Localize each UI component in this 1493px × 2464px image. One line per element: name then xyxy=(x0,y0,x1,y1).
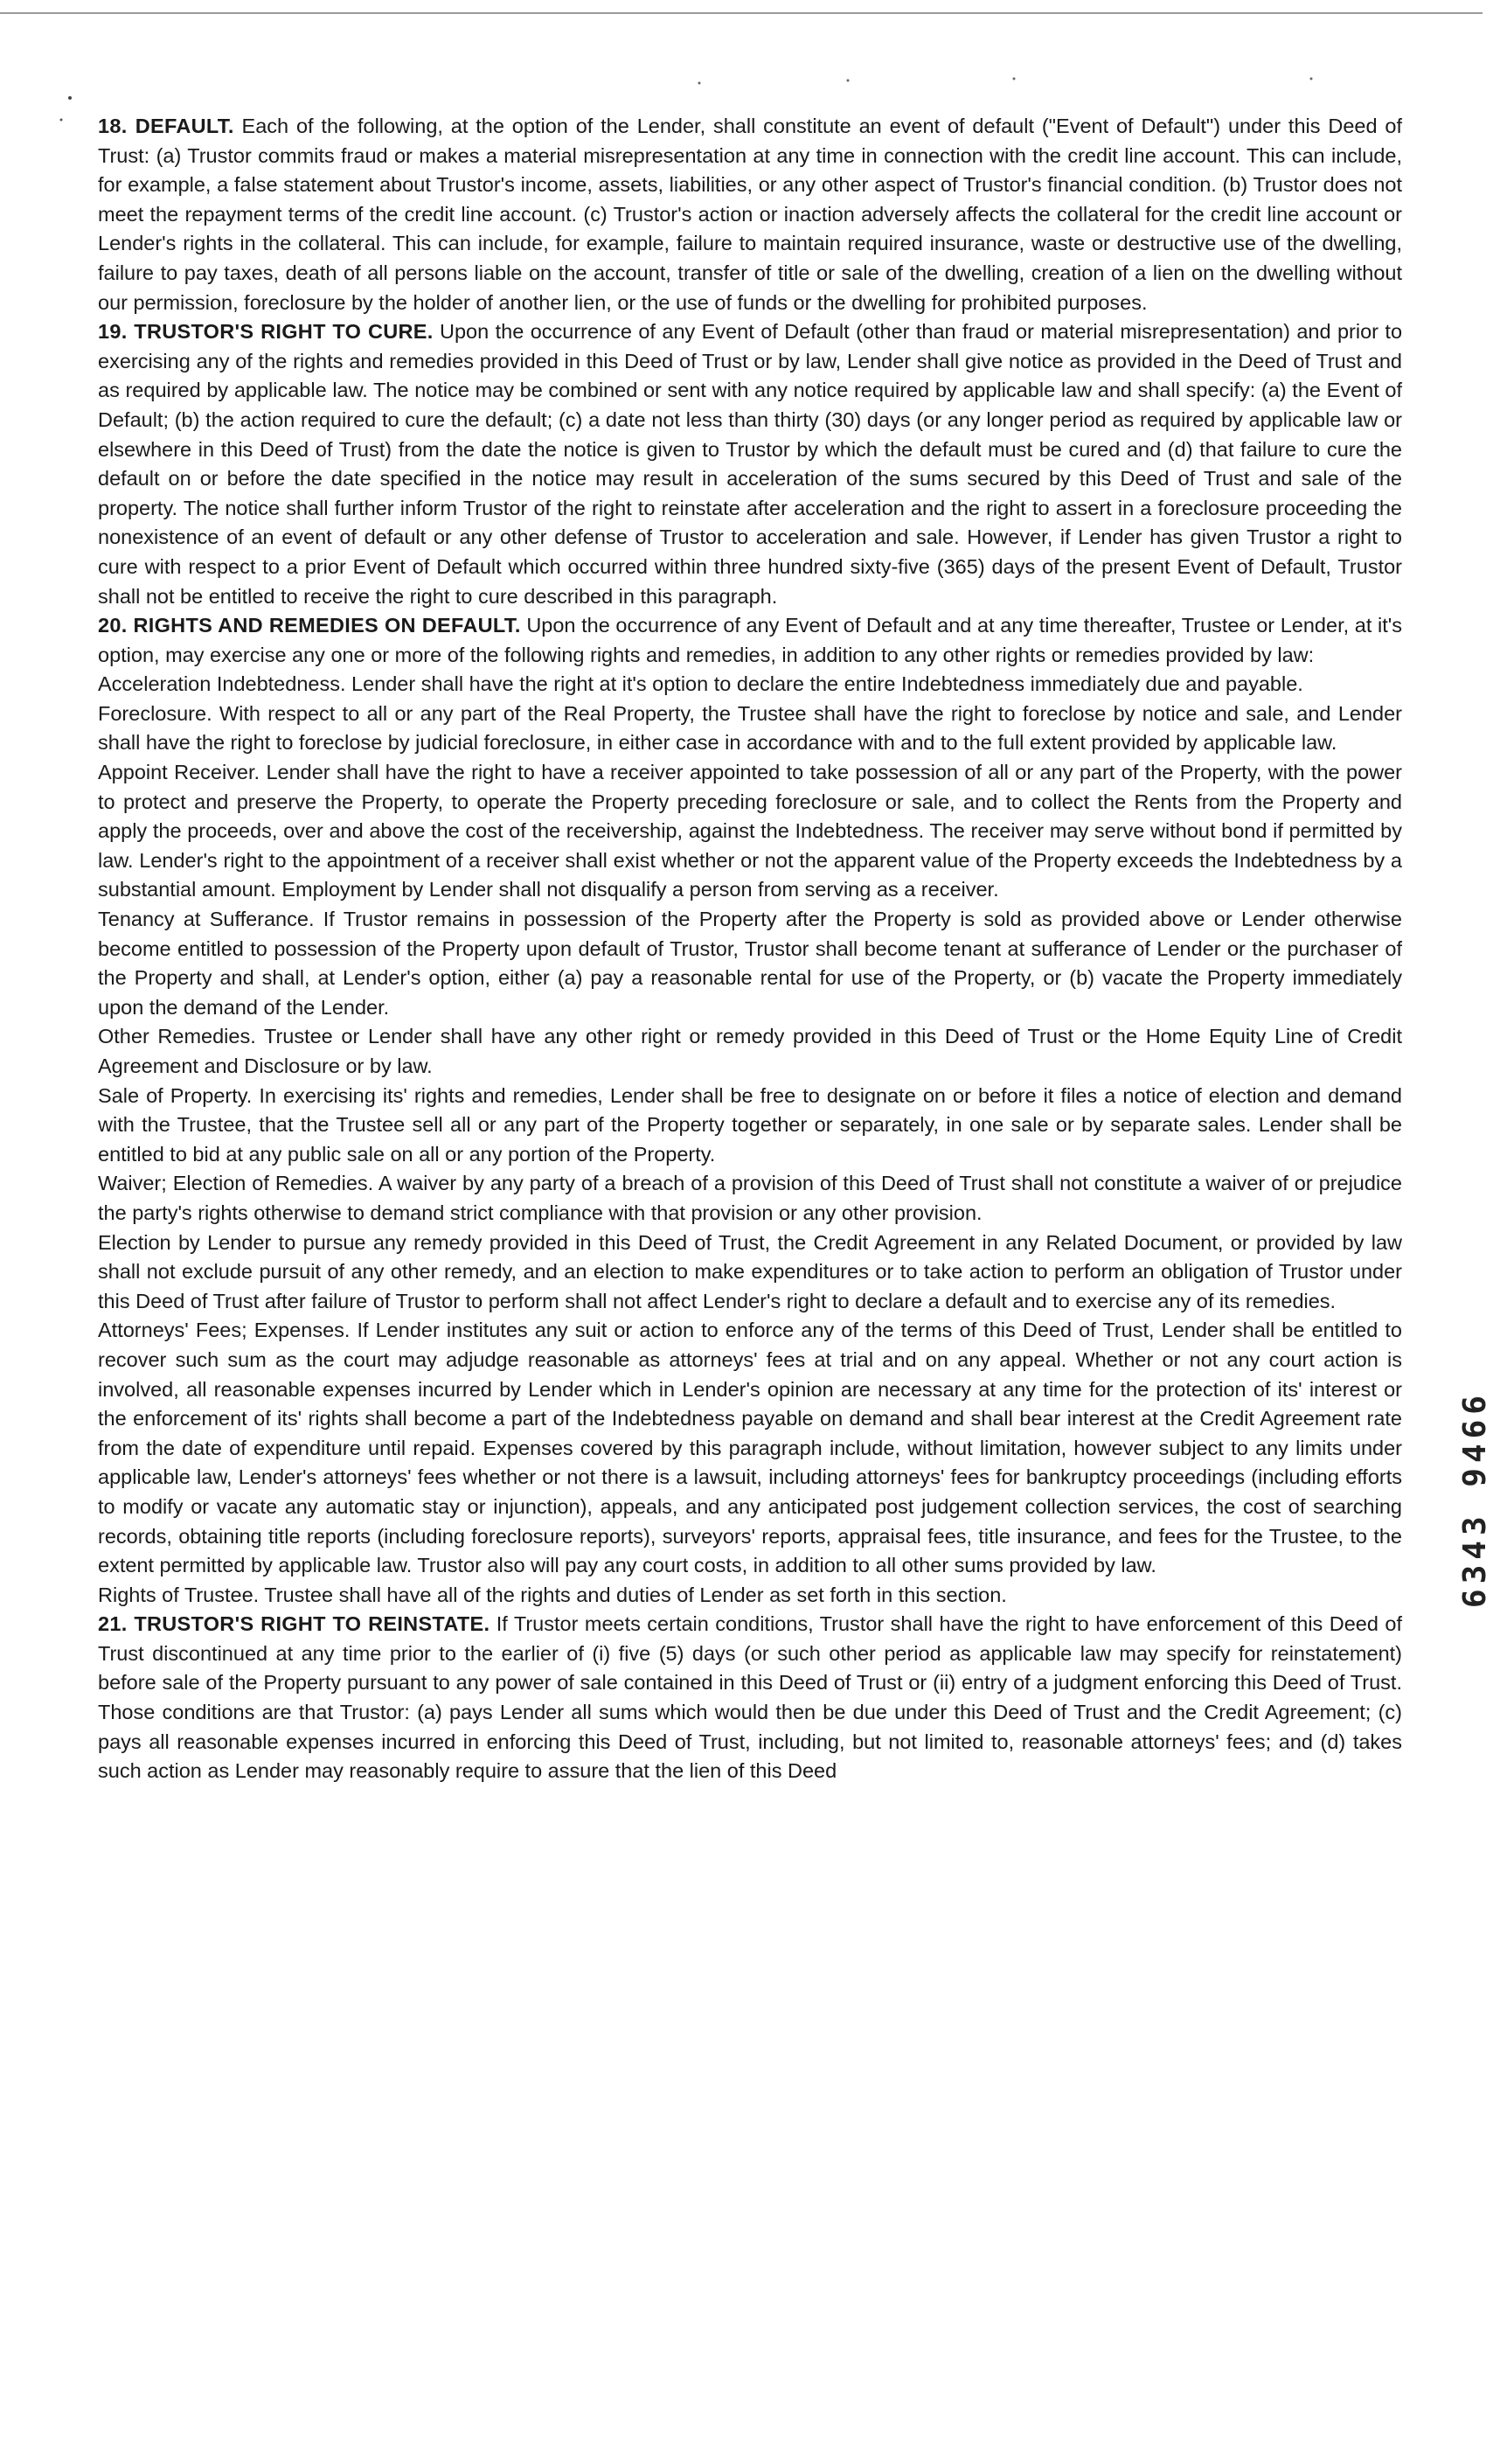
remedy-election-by-lender: Election by Lender to pursue any remedy provided in this Deed of Trust, the Credit Agreement in any Related Document, or provided by law shall not exclude pursuit of any other remedy, and an election to make expenditures or to take action to perform an obligation of Trustor under this Deed of Trust after failure of Trustor to perform shall not affect Lender's right to declare a default and to exercise any of its remedies. xyxy=(98,1230,1402,1312)
section-20-body: Upon the occurrence of any Event of Default and at any time thereafter, Trustee or Lender, at it's option, may exercise any one or more of the following rights and remedies, in addition to any other rights or remedies provided by law: xyxy=(98,614,1402,666)
remedy-foreclosure: Foreclosure. With respect to all or any part of the Real Property, the Trustee shall have the right to foreclose by notice and sale, and Lender shall have the right to foreclose by judicial foreclosure, in either case in accordance with and to the full extent provided by applicable law. xyxy=(98,701,1402,755)
remedy-tenancy-at-sufferance: Tenancy at Sufferance. If Trustor remains in possession of the Property after the Property is sold as provided above or Lender otherwise become entitled to possession of the Property upon default of Trustor, Trustor shall become tenant at sufferance of Lender or the purchaser of the Property and shall, at Lender's option, either (a) pay a reasonable rental for use of the Property, or (b) vacate the Property immediately upon the demand of the Lender. xyxy=(98,908,1402,1019)
remedy-other-remedies: Other Remedies. Trustee or Lender shall have any other right or remedy provided in this Deed of Trust or the Home Equity Line of Credit Agreement and Disclosure or by law. xyxy=(98,1025,1402,1077)
remedy-waiver-election: Waiver; Election of Remedies. A waiver by any party of a breach of a provision of this Deed of Trust shall not constitute a waiver of or prejudice the party's rights otherwise to demand strict compliance with that provision or any other provision. xyxy=(98,1172,1402,1224)
recording-margin-number: 6343 9466 xyxy=(1457,1390,1493,1609)
section-20-heading: 20. RIGHTS AND REMEDIES ON DEFAULT. xyxy=(98,614,521,637)
remedy-rights-of-trustee: Rights of Trustee. Trustee shall have all of the rights and duties of Lender as set forth in this section. xyxy=(98,1583,1007,1606)
section-19-heading: 19. TRUSTOR'S RIGHT TO CURE. xyxy=(98,320,434,344)
section-18-body: Each of the following, at the option of the Lender, shall constitute an event of default ("Event of Default") under this Deed of Trust: (a) Trustor commits fraud or makes a material misrepresentation at any time in connection with the credit line account. This can include, for example, a false statement about Trustor's income, assets, liabilities, or any other aspect of Trustor's financial condition. (b) Trustor does not meet the repayment terms of the credit line account. (c) Trustor's action or inaction adversely affects the collateral for the credit line account or Lender's rights in the collateral. This can include, for example, failure to maintain required insurance, waste or destructive use of the dwelling, failure to pay taxes, death of all persons liable on the account, transfer of title or sale of the dwelling, creation of a lien on the dwelling without our permission, foreclosure by the holder of another lien, or the use of funds or the dwelling for prohibited purposes. xyxy=(98,115,1402,314)
section-18-heading: 18. DEFAULT. xyxy=(98,115,234,137)
remedy-sale-of-property: Sale of Property. In exercising its' rights and remedies, Lender shall be free to designate on or before it files a notice of election and demand with the Trustee, that the Trustee sell all or any part of the Property together or separately, in one sale or by separate sales. Lender shall be entitled to bid at any public sale on all or any portion of the Property. xyxy=(98,1083,1402,1166)
remedy-attorneys-fees: Attorneys' Fees; Expenses. If Lender institutes any suit or action to enforce any of the terms of this Deed of Trust, Lender shall be entitled to recover such sum as the court may adjudge reasonable as attorneys' fees at trial and on any appeal. Whether or not any court action is involved, all reasonable expenses incurred by Lender which in Lender's opinion are necessary at any time for the protection of its' interest or the enforcement of its' rights shall become a part of the Indebtedness payable on demand and shall bear interest at the Credit Agreement rate from the date of expenditure until repaid. Expenses covered by this paragraph include, without limitation, however subject to any limits under applicable law, Lender's attorneys' fees whether or not there is a lawsuit, including attorneys' fees for bankruptcy proceedings (including efforts to modify or vacate any automatic stay or injunction), appeals, and any anticipated post judgement collection services, the cost of searching records, obtaining title reports (including foreclosure reports), surveyors' reports, appraisal fees, title insurance, and fees for the Trustee, to the extent permitted by applicable law. Trustor also will pay any court costs, in addition to all other sums provided by law. xyxy=(98,1319,1402,1577)
remedy-acceleration: Acceleration Indebtedness. Lender shall have the right at it's option to declare the entire Indebtedness immediately due and payable. xyxy=(98,672,1303,696)
section-21-heading: 21. TRUSTOR'S RIGHT TO REINSTATE. xyxy=(98,1612,490,1636)
remedy-appoint-receiver: Appoint Receiver. Lender shall have the right to have a receiver appointed to take possession of all or any part of the Property, with the power to protect and preserve the Property, to operate the Property preceding foreclosure or sale, and to collect the Rents from the Property and apply the proceeds, over and above the cost of the receivership, against the Indebtedness. The receiver may serve without bond if permitted by law. Lender's right to the appointment of a receiver shall exist whether or not the apparent value of the Property exceeds the Indebtedness by a substantial amount. Employment by Lender shall not disqualify a person from serving as a receiver. xyxy=(98,761,1402,901)
section-21-body: If Trustor meets certain conditions, Trustor shall have the right to have enforcement of this Deed of Trust discontinued at any time prior to the earlier of (i) five (5) days (or such other period as applicable law may specify for reinstatement) before sale of the Property pursuant to any power of sale contained in this Deed of Trust or (ii) entry of a judgment enforcing this Deed of Trust. Those conditions are that Trustor: (a) pays Lender all sums which would then be due under this Deed of Trust and the Credit Agreement; (c) pays all reasonable expenses incurred in enforcing this Deed of Trust, including, but not limited to, reasonable attorneys' fees; and (d) takes such action as Lender may reasonably require to assure that the lien of this Deed xyxy=(98,1612,1402,1783)
section-19-body: Upon the occurrence of any Event of Default (other than fraud or material misrepresentation) and prior to exercising any of the rights and remedies provided in this Deed of Trust or by law, Lender shall give notice as provided in the Deed of Trust and as required by applicable law. The notice may be combined or sent with any notice required by applicable law and shall specify: (a) the Event of Default; (b) the action required to cure the default; (c) a date not less than thirty (30) days (or any longer period as required by applicable law or elsewhere in this Deed of Trust) from the date the notice is given to Trustor by which the default must be cured and (d) that failure to cure the default on or before the date specified in the notice may result in acceleration of the sums secured by this Deed of Trust and sale of the property. The notice shall further inform Trustor of the right to reinstate after acceleration and the right to assert in a foreclosure proceeding the nonexistence of an event of default or any other defense of Trustor to acceleration and sale. However, if Lender has given Trustor a right to cure with respect to a prior Event of Default which occurred within three hundred sixty-five (365) days of the present Event of Default, Trustor shall not be entitled to receive the right to cure described in this paragraph. xyxy=(98,320,1403,608)
